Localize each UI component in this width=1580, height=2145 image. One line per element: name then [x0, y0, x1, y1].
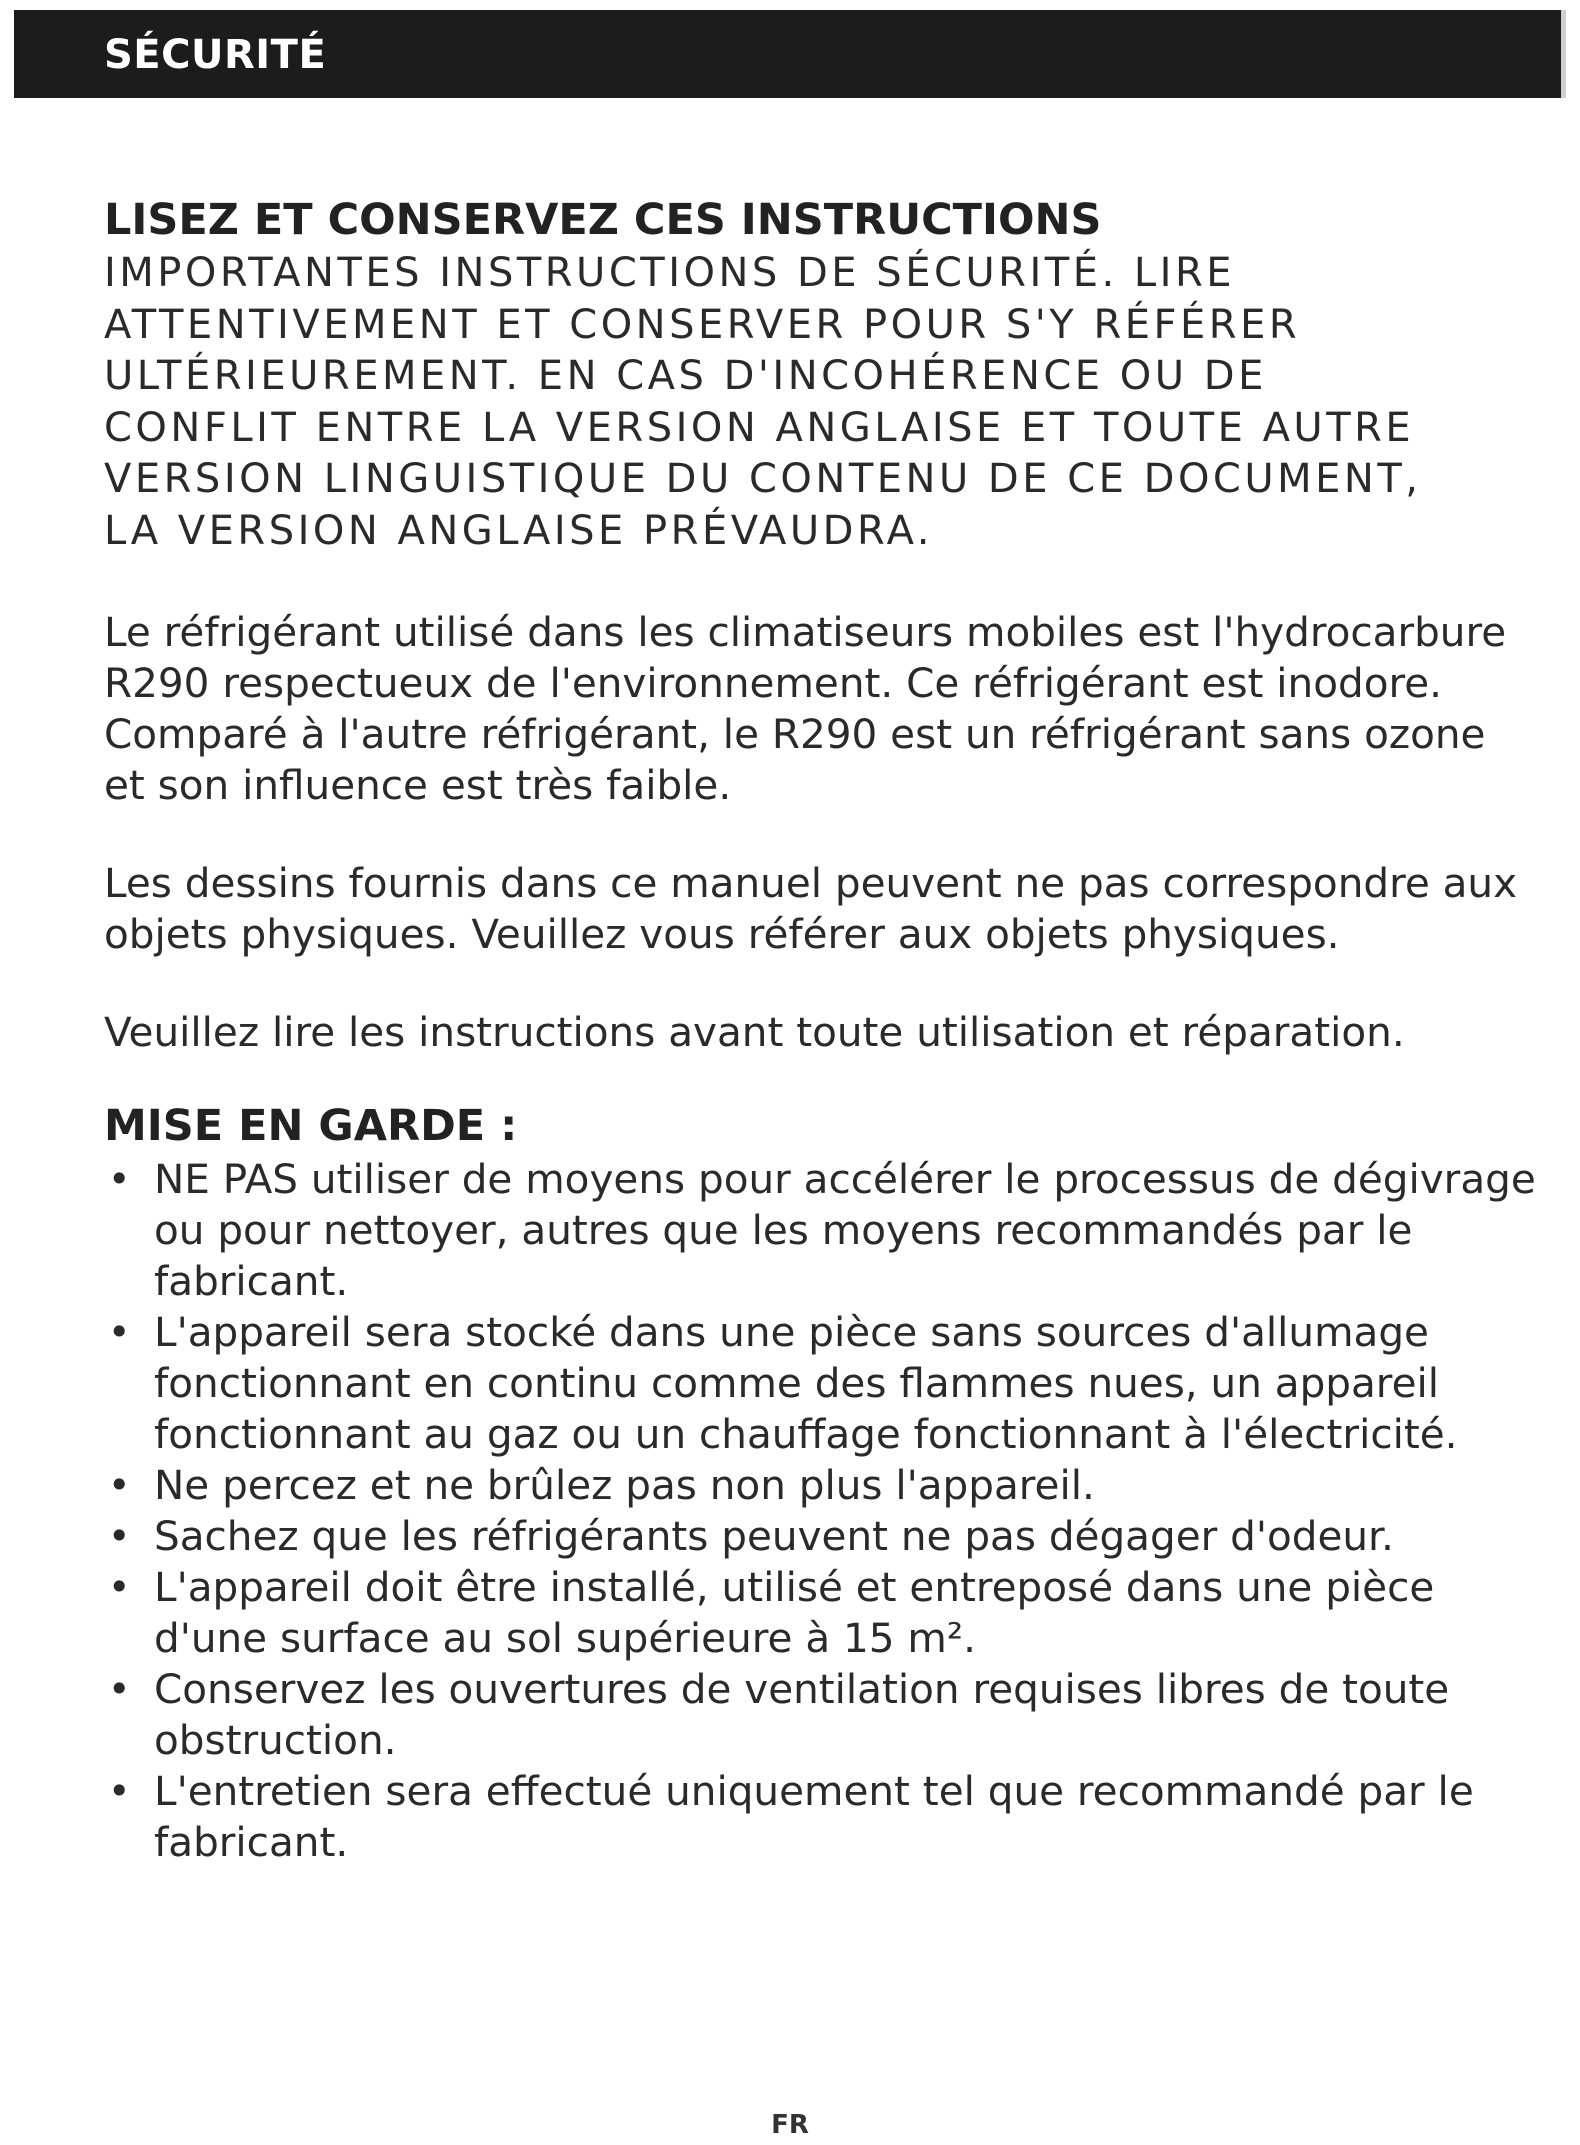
- warning-item: [104, 1307, 1544, 1460]
- page-content: [104, 192, 1536, 1868]
- warning-text: Conservez les ouvertures de ventilation requises libres de toute obstruction.: [154, 1665, 1450, 1764]
- read-instructions-paragraph: Veuillez lire les instructions avant toute utilisation et réparation.: [104, 1008, 1405, 1056]
- notice-line: ATTENTIVEMENT ET CONSERVER POUR S'Y RÉFÉRER: [104, 301, 1301, 348]
- language-code: FR: [771, 2110, 809, 2140]
- notice-line: LA VERSION ANGLAISE PRÉVAUDRA.: [104, 507, 934, 554]
- notice-line: ULTÉRIEUREMENT. EN CAS D'INCOHÉRENCE OU DE: [104, 353, 1267, 399]
- bullet-icon: •: [108, 1157, 131, 1201]
- bullet-icon: •: [108, 1565, 131, 1609]
- notice-line: VERSION LINGUISTIQUE DU CONTENU DE CE DOCUMENT,: [104, 456, 1422, 502]
- warning-text: L'appareil doit être installé, utilisé et entreposé dans une pièce d'une surface au sol supérieure à 15 m².: [154, 1563, 1435, 1662]
- warning-text: Sachez que les réfrigérants peuvent ne pas dégager d'odeur.: [154, 1512, 1394, 1560]
- warning-list: [104, 1154, 1536, 1868]
- warning-heading: MISE EN GARDE :: [104, 1101, 518, 1151]
- drawings-paragraph: Les dessins fournis dans ce manuel peuvent ne pas correspondre aux objets physiques. Veuillez vous référer aux objets physiques.: [104, 859, 1518, 958]
- bullet-icon: •: [108, 1769, 131, 1813]
- bullet-icon: •: [108, 1463, 131, 1507]
- warning-text: L'appareil sera stocké dans une pièce sans sources d'allumage fonctionnant en continu comme des flammes nues, un appareil fonctionnant au gaz ou un chauffage fonctionnant à l'électricité.: [154, 1308, 1458, 1458]
- notice-line: CONFLIT ENTRE LA VERSION ANGLAISE ET TOUTE AUTRE: [104, 404, 1415, 451]
- important-safety-notice: [104, 248, 1504, 557]
- warning-text: NE PAS utiliser de moyens pour accélérer le processus de dégivrage ou pour nettoyer, autres que les moyens recommandés par le fabricant.: [154, 1155, 1536, 1305]
- warning-item: [104, 1562, 1544, 1664]
- instructions-heading: LISEZ ET CONSERVEZ CES INSTRUCTIONS: [104, 195, 1102, 245]
- warning-item: [104, 1766, 1544, 1868]
- section-title: SÉCURITÉ: [104, 32, 327, 78]
- bullet-icon: •: [108, 1310, 131, 1354]
- section-header-bar: [14, 10, 1566, 98]
- warning-item: [104, 1154, 1544, 1307]
- bullet-icon: •: [108, 1514, 131, 1558]
- warning-item: [104, 1664, 1544, 1766]
- warning-text: L'entretien sera effectué uniquement tel que recommandé par le fabricant.: [154, 1767, 1474, 1866]
- warning-text: Ne percez et ne brûlez pas non plus l'appareil.: [154, 1461, 1095, 1509]
- warning-item: [104, 1460, 1544, 1511]
- warning-item: [104, 1511, 1544, 1562]
- refrigerant-paragraph: Le réfrigérant utilisé dans les climatiseurs mobiles est l'hydrocarbure R290 respectueux de l'environnement. Ce réfrigérant est inodore. Comparé à l'autre réfrigérant, le R290 est un réfrigérant sans ozone et son influence est très faible.: [104, 608, 1507, 809]
- notice-line: IMPORTANTES INSTRUCTIONS DE SÉCURITÉ. LIRE: [104, 250, 1236, 296]
- bullet-icon: •: [108, 1667, 131, 1711]
